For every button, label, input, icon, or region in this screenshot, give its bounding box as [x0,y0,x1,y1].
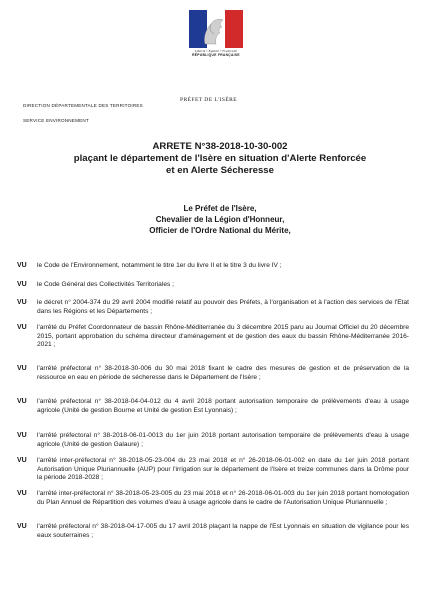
signatory-line1: Le Préfet de l'Isère, [183,204,257,213]
vu-item [17,432,409,449]
decree-subject-line2: et en Alerte Sécheresse [166,165,274,176]
signatory-block [60,203,380,236]
vu-label: VU [17,398,27,405]
vu-text: le Code Général des Collectivités Territoriales ; [37,281,174,288]
marianne-flag-icon [189,10,243,48]
vu-label: VU [17,523,27,530]
vu-item [17,299,409,316]
vu-item [17,398,409,415]
vu-item [17,281,409,290]
signatory-line2: Chevalier de la Légion d'Honneur, [155,215,285,224]
prefet-header: PRÉFET DE L'ISÈRE [180,97,238,103]
vu-label: VU [17,262,27,269]
vu-item [17,365,409,382]
vu-text: le Code de l'Environnement, notamment le titre 1er du livre II et le titre 3 du livre IV ; [37,262,282,269]
vu-label: VU [17,365,27,372]
signatory-line3: Officier de l'Ordre National du Mérite, [149,226,291,235]
vu-label: VU [17,432,27,439]
vu-label: VU [17,490,27,497]
vu-item [17,324,409,350]
vu-item [17,523,409,540]
vu-label: VU [17,281,27,288]
marianne-logo [186,10,246,57]
vu-text: l'arrêté préfectoral n° 38-2018-04-04-012 du 4 avril 2018 portant autorisation temporaire de prélèvements d'eau à usage agricole (Unité de gestion Bourne et Unité de gestion Est Lyonnais) ; [37,398,409,414]
vu-label: VU [17,299,27,306]
republic-text: RÉPUBLIQUE FRANÇAISE [192,53,240,57]
vu-text: l'arrêté inter-préfectoral n° 38-2018-05-23-004 du 23 mai 2018 et n° 26-2018-06-01-002 en date du 1er juin 2018 portant Autorisation Unique Pluriannuelle (AUP) pour l'irrigation sur le département de l'Isère et treize communes dans la Drôme pour la période 2018-2028 ; [37,457,409,482]
vu-item [17,262,409,271]
decree-number: ARRETE N°38-2018-10-30-002 [152,141,288,152]
vu-item [17,490,409,507]
vu-label: VU [17,324,27,331]
vu-text: l'arrêté du Préfet Coordonnateur de bassin Rhône-Méditerranée du 3 décembre 2015 paru au Journal Officiel du 20 décembre 2015, portant approbation du schéma directeur d'aménagement et de gestion des eaux du bassin Rhône-Méditerranée 2016-2021 ; [37,324,409,349]
decree-title [30,141,410,177]
vu-text: l'arrêté préfectoral n° 38-2018-06-01-0013 du 1er juin 2018 portant autorisation temporaire de prélèvements d'eau à usage agricole (Unité de gestion Galaure) ; [37,432,409,448]
vu-text: l'arrêté préfectoral n° 38-2018-04-17-005 du 17 avril 2018 plaçant la nappe de l'Est Lyonnais en situation de vigilance pour les eaux souterraines ; [37,523,409,539]
decree-subject-line1: plaçant le département de l'Isère en situation d'Alerte Renforcée [73,153,367,164]
vu-text: l'arrêté préfectoral n° 38-2018-30-006 du 30 mai 2018 fixant le cadre des mesures de gestion et de préservation de la ressource en eau en période de sécheresse dans le Département de l'Isère ; [37,365,409,381]
vu-label: VU [17,457,27,464]
vu-text: l'arrêté inter-préfectoral n° 38-2018-05-23-005 du 23 mai 2018 et n° 26-2018-06-01-003 du 1er juin 2018 portant homologation du Plan Annuel de Répartition des volumes d'eau à usage agricole dans le cadre de l'Autorisation Unique Pluriannuelle ; [37,490,409,506]
service-name: SERVICE ENVIRONNEMENT [23,118,89,123]
department-name: DIRECTION DÉPARTEMENTALE DES TERRITOIRES [23,103,143,108]
vu-text: le décret n° 2004-374 du 29 avril 2004 modifié relatif au pouvoir des Préfets, à l'organisation et à l'action des services de l'Etat dans les Régions et les Départements ; [37,299,409,315]
motto-text: Liberté • Égalité • Fraternité [194,49,238,53]
vu-item [17,457,409,483]
